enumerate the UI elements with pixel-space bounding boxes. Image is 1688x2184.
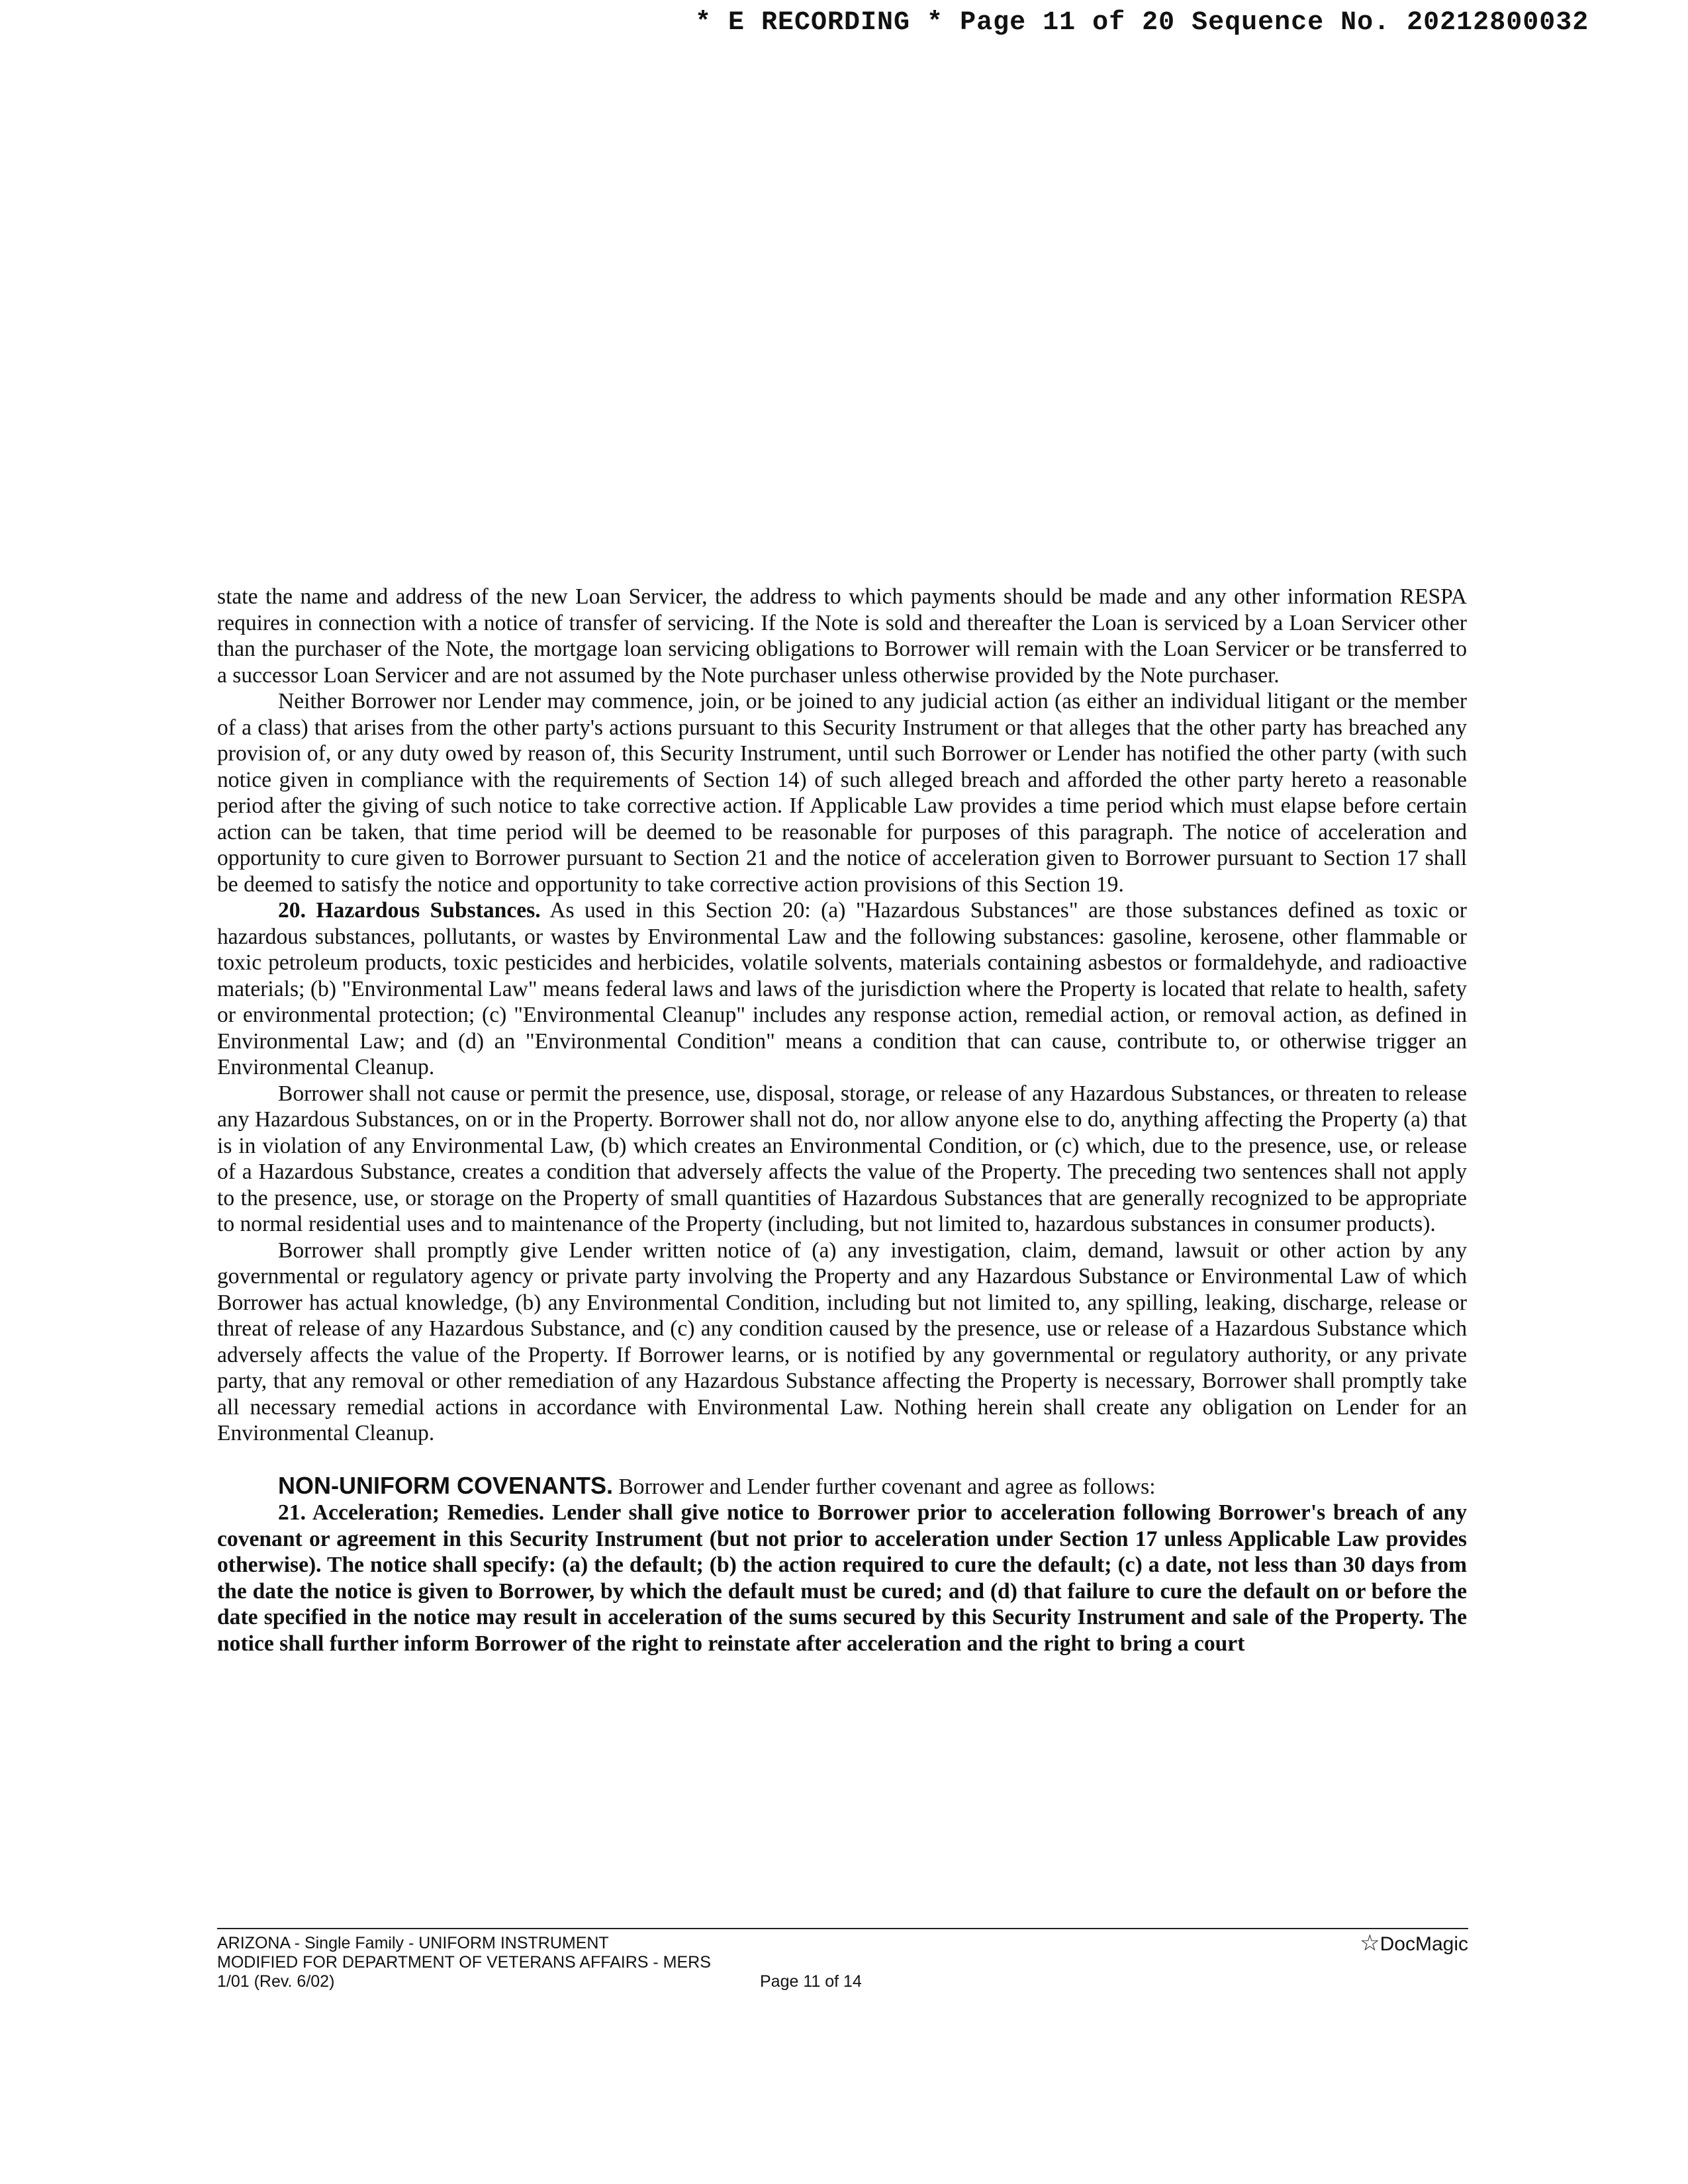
paragraph-notice-of-grievance: Neither Borrower nor Lender may commence, join, or be joined to any judicial action (as either an individual litigant or the member of a class) that arises from the other party's actions pursuant to this Security Instrument or that alleges that the other party has breached any provision of, or any duty owed by reason of, this Security Instrument, until such Borrower or Lender has notified the other party (with such notice given in compliance with the requirements of Section 14) of such alleged breach and afforded the other party hereto a reasonable period after the giving of such notice to take corrective action. If Applicable Law provides a time period which must elapse before certain action can be taken, that time period will be deemed to be reasonable for purposes of this paragraph. The notice of acceleration and opportunity to cure given to Borrower pursuant to Section 21 and the notice of acceleration given to Borrower pursuant to Section 17 shall be deemed to satisfy the notice and opportunity to take corrective action provisions of this Section 19.: [217, 689, 1467, 897]
docmagic-logo: [1360, 1931, 1468, 1956]
non-uniform-covenants-text: Borrower and Lender further covenant and agree as follows:: [613, 1474, 1156, 1499]
paragraph-servicer-notice: state the name and address of the new Loan Servicer, the address to which payments should be made and any other information RESPA requires in connection with a notice of transfer of servicing. If the Note is sold and thereafter the Loan is serviced by a Loan Servicer other than the purchaser of the Note, the mortgage loan servicing obligations to Borrower will remain with the Loan Servicer or be transferred to a successor Loan Servicer and are not assumed by the Note purchaser unless otherwise provided by the Note purchaser.: [217, 584, 1467, 688]
section-20-paragraph: [217, 897, 1467, 1081]
non-uniform-covenants-paragraph: [217, 1473, 1467, 1500]
paragraph-hazardous-use: Borrower shall not cause or permit the presence, use, disposal, storage, or release of any Hazardous Substances, or threaten to release any Hazardous Substances, on or in the Property. Borrower shall not do, nor allow anyone else to do, anything affecting the Property (a) that is in violation of any Environmental Law, (b) which creates an Environmental Condition, or (c) which, due to the presence, use, or release of a Hazardous Substance, creates a condition that adversely affects the value of the Property. The preceding two sentences shall not apply to the presence, use, or storage on the Property of small quantities of Hazardous Substances that are generally recognized to be appropriate to normal residential uses and to maintenance of the Property (including, but not limited to, hazardous substances in consumer products).: [217, 1081, 1467, 1236]
section-21-paragraph: 21. Acceleration; Remedies. Lender shall give notice to Borrower prior to acceleration following Borrower's breach of any covenant or agreement in this Security Instrument (but not prior to acceleration under Section 17 unless Applicable Law provides otherwise). The notice shall specify: (a) the default; (b) the action required to cure the default; (c) a date, not less than 30 days from the date the notice is given to Borrower, by which the default must be cured; and (d) that failure to cure the default on or before the date specified in the notice may result in acceleration of the sums secured by this Security Instrument and sale of the Property. The notice shall further inform Borrower of the right to reinstate after acceleration and the right to bring a court: [217, 1500, 1467, 1656]
footer-form-title: ARIZONA - Single Family - UNIFORM INSTRUMENT: [217, 1934, 609, 1952]
page-footer: [217, 1931, 1468, 2007]
section-20-text: As used in this Section 20: (a) "Hazardous Substances" are those substances defined as toxic or hazardous substances, pollutants, or wastes by Environmental Law and the following substances: gasoline, kerosene, other flammable or toxic petroleum products, toxic pesticides and herbicides, volatile solvents, materials containing asbestos or formaldehyde, and radioactive materials; (b) "Environmental Law" means federal laws and laws of the jurisdiction where the Property is located that relate to health, safety or environmental protection; (c) "Environmental Cleanup" includes any response action, remedial action, or removal action, as defined in Environmental Law; and (d) an "Environmental Condition" means a condition that can cause, contribute to, or otherwise trigger an Environmental Cleanup.: [217, 898, 1467, 1079]
non-uniform-covenants-heading: NON-UNIFORM COVENANTS.: [278, 1471, 613, 1499]
footer-page-number: Page 11 of 14: [760, 1972, 862, 1991]
document-body: [217, 584, 1467, 1657]
recording-header: * E RECORDING * Page 11 of 20 Sequence No. 20212800032: [695, 8, 1589, 38]
footer-rule: [217, 1928, 1468, 1929]
star-icon: ☆: [1360, 1931, 1380, 1956]
section-20-heading: 20. Hazardous Substances.: [278, 898, 541, 923]
paragraph-hazardous-notice: Borrower shall promptly give Lender written notice of (a) any investigation, claim, demand, lawsuit or other action by any governmental or regulatory agency or private party involving the Property and any Hazardous Substance or Environmental Law of which Borrower has actual knowledge, (b) any Environmental Condition, including but not limited to, any spilling, leaking, discharge, release or threat of release of any Hazardous Substance, and (c) any condition caused by the presence, use or release of a Hazardous Substance which adversely affects the value of the Property. If Borrower learns, or is notified by any governmental or regulatory authority, or any private party, that any removal or other remediation of any Hazardous Substance affecting the Property is necessary, Borrower shall promptly take all necessary remedial actions in accordance with Environmental Law. Nothing herein shall create any obligation on Lender for an Environmental Cleanup.: [217, 1238, 1467, 1445]
footer-form-revision: 1/01 (Rev. 6/02): [217, 1972, 335, 1991]
footer-form-subtitle: MODIFIED FOR DEPARTMENT OF VETERANS AFFAIRS - MERS: [217, 1953, 711, 1972]
docmagic-brand: DocMagic: [1380, 1933, 1468, 1955]
